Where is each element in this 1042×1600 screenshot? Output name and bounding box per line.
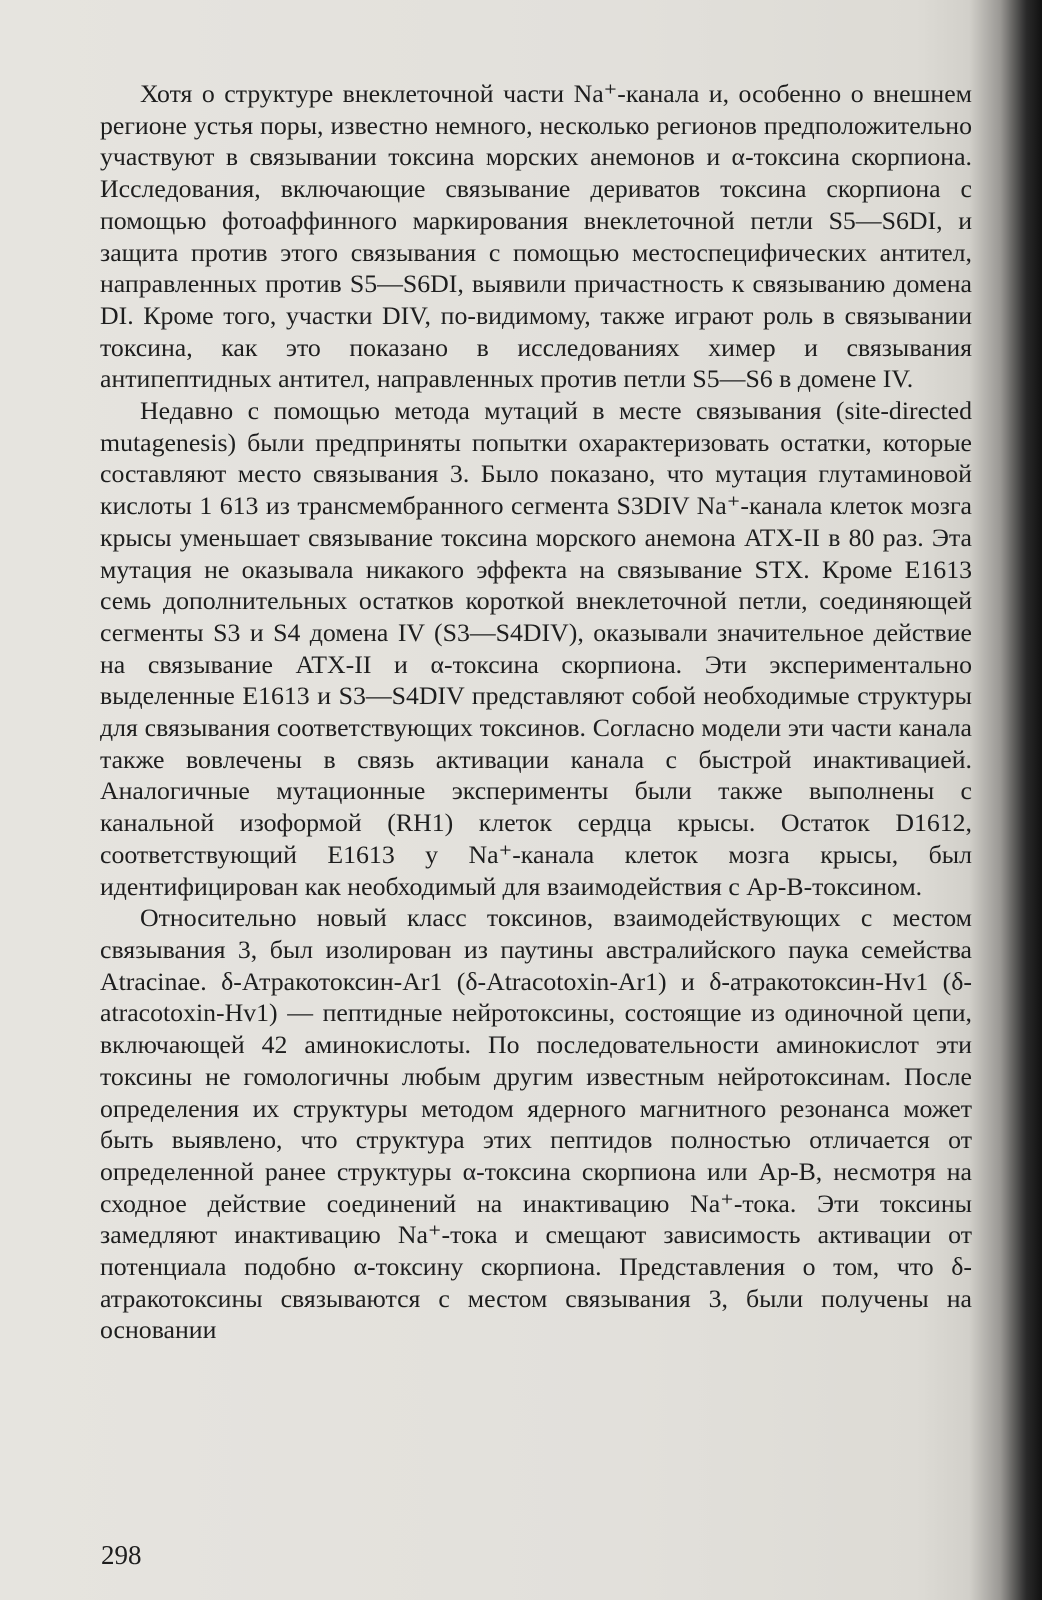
- paragraph-3: Относительно новый класс токсинов, взаимодействующих с местом связывания 3, был изолирован из паутины австралийского паука семейства Atracinae. δ-Атракотоксин-Ar1 (δ-Atracotoxin-Ar1) и δ-атракотоксин-Hv1 (δ-atracotoxin-Hv1) — пептидные нейротоксины, состоящие из одиночной цепи, включающей 42 аминокислоты. По последовательности аминокислот эти токсины не гомологичны любым другим известным нейротоксинам. После определения их структуры методом ядерного магнитного резонанса может быть выявлено, что структура этих пептидов полностью отличается от определенной ранее структуры α-токсина скорпиона или Ap-B, несмотря на сходное действие соединений на инактивацию Na⁺-тока. Эти токсины замедляют инактивацию Na⁺-тока и смещают зависимость активации от потенциала подобно α-токсину скорпиона. Представления о том, что δ-атракотоксины связываются с местом связывания 3, были получены на основании: [100, 903, 972, 1345]
- body-text: [100, 78, 972, 1346]
- paragraph-2: Недавно с помощью метода мутаций в месте связывания (site-directed mutagenesis) были предприняты попытки охарактеризовать остатки, которые составляют место связывания 3. Было показано, что мутация глутаминовой кислоты 1 613 из трансмембранного сегмента S3DIV Na⁺-канала клеток мозга крысы уменьшает связывание токсина морского анемона ATX-II в 80 раз. Эта мутация не оказывала никакого эффекта на связывание STX. Кроме E1613 семь дополнительных остатков короткой внеклеточной петли, соединяющей сегменты S3 и S4 домена IV (S3—S4DIV), оказывали значительное действие на связывание ATX-II и α-токсина скорпиона. Эти экспериментально выделенные E1613 и S3—S4DIV представляют собой необходимые структуры для связывания соответствующих токсинов. Согласно модели эти части канала также вовлечены в связь активации канала с быстрой инактивацией. Аналогичные мутационные эксперименты были также выполнены с канальной изоформой (RH1) клеток сердца крысы. Остаток D1612, соответствующий E1613 у Na⁺-канала клеток мозга крысы, был идентифицирован как необходимый для взаимодействия с Ap-B-токсином.: [100, 396, 972, 901]
- page-number: 298: [101, 1540, 142, 1570]
- paragraph-1: Хотя о структуре внеклеточной части Na⁺-канала и, особенно о внешнем регионе устья поры, известно немного, несколько регионов предположительно участвуют в связывании токсина морских анемонов и α-токсина скорпиона. Исследования, включающие связывание дериватов токсина скорпиона с помощью фотоаффинного маркирования внеклеточной петли S5—S6DI, и защита против этого связывания с помощью местоспецифических антител, направленных против S5—S6DI, выявили причастность к связыванию домена DI. Кроме того, участки DIV, по-видимому, также играют роль в связывании токсина, как это показано в исследованиях химер и связывания антипептидных антител, направленных против петли S5—S6 в домене IV.: [100, 79, 972, 394]
